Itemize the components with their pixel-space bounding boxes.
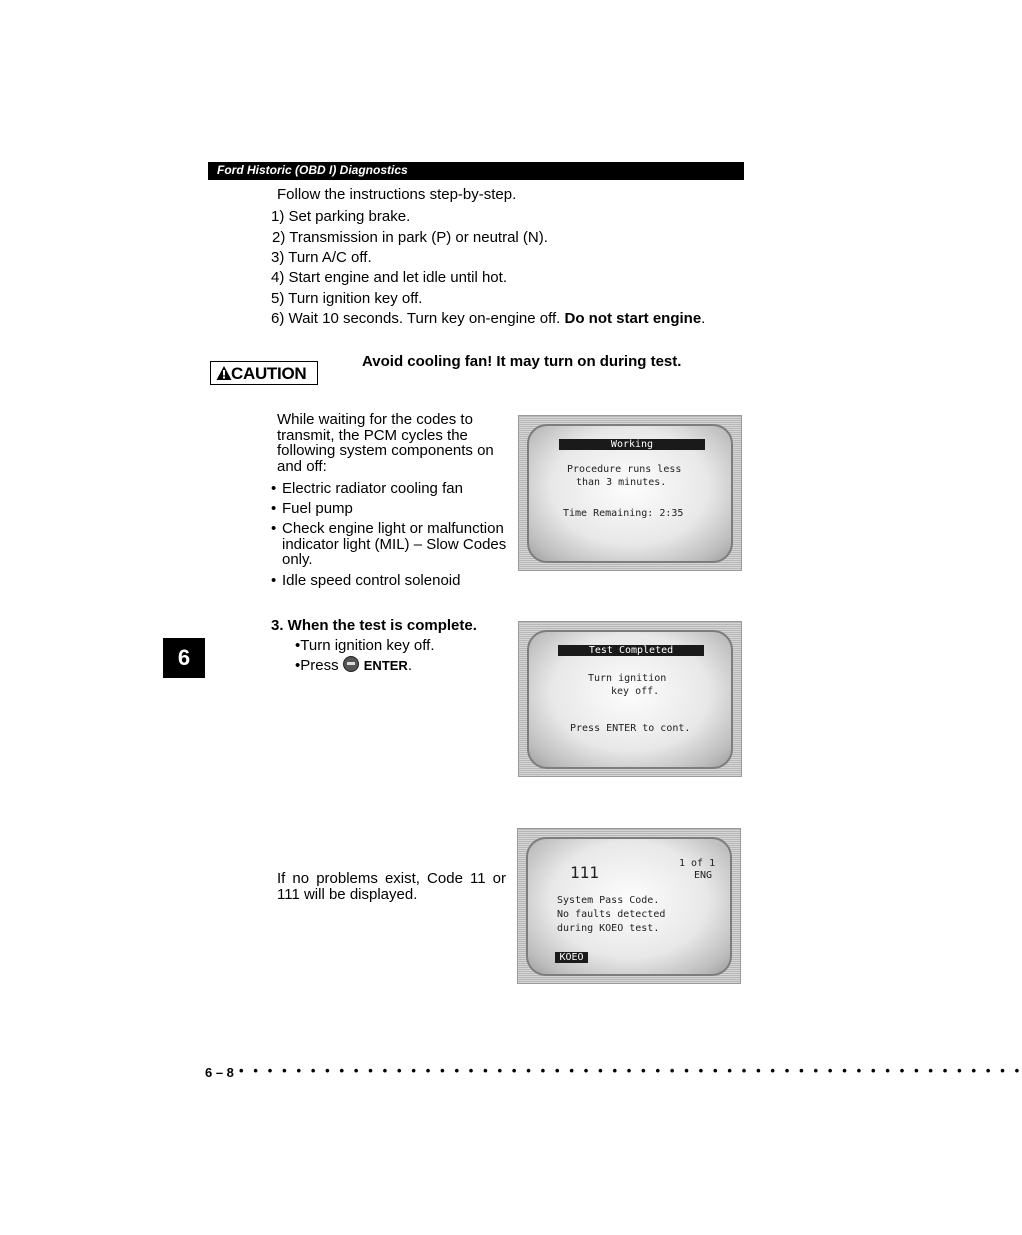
lcd-mode-badge: KOEO	[555, 952, 588, 963]
chapter-tab: 6	[163, 638, 205, 678]
step-6	[271, 310, 705, 327]
bullet-text: Idle speed control solenoid	[282, 572, 461, 589]
bullet-symbol: •	[271, 572, 277, 589]
section-header-title: Ford Historic (OBD I) Diagnostics	[217, 163, 408, 177]
enter-key-label: ENTER	[363, 658, 408, 673]
bullet-text: Electric radiator cooling fan	[282, 480, 463, 497]
lcd-line: than 3 minutes.	[576, 477, 667, 488]
bullet-text: Check engine light or malfunction indicator light (MIL) – Slow Codes only.	[282, 520, 507, 568]
step-5: 5) Turn ignition key off.	[271, 290, 423, 307]
lcd-title-bar: Working	[559, 439, 705, 450]
step-2: 2) Transmission in park (P) or neutral (N).	[272, 229, 548, 246]
step-6-end: .	[701, 310, 706, 327]
caution-label-box	[210, 361, 318, 385]
lcd-system: ENG	[694, 870, 713, 881]
lcd-line: No faults detected	[557, 909, 666, 920]
step-4: 4) Start engine and let idle until hot.	[271, 269, 507, 286]
lcd-line: System Pass Code.	[557, 895, 660, 906]
step-6-text: 6) Wait 10 seconds. Turn key on-engine off.	[271, 310, 565, 327]
lcd-display	[527, 424, 733, 563]
waiting-paragraph: While waiting for the codes to transmit, the PCM cycles the following system components on and off:	[277, 411, 494, 475]
lcd-line: Press ENTER to cont.	[570, 723, 691, 734]
page-number: 6 – 8	[205, 1065, 234, 1080]
step-3-heading: 3. When the test is complete.	[271, 617, 477, 634]
lcd-line: Time Remaining: 2:35	[563, 508, 684, 519]
bullet-item	[271, 481, 516, 497]
lcd-title-bar: Test Completed	[558, 645, 704, 656]
bullet-symbol: •	[271, 520, 277, 537]
caution-label: CAUTION	[231, 364, 307, 383]
lcd-count: 1 of 1	[679, 858, 716, 869]
bullet-symbol: •	[271, 500, 277, 517]
warning-triangle-icon	[216, 365, 232, 381]
section-header-bar	[208, 162, 744, 180]
step-3-bullet-1: •Turn ignition key off.	[295, 637, 435, 654]
scan-tool-screen-working	[518, 415, 742, 571]
step-3: 3) Turn A/C off.	[271, 249, 372, 266]
bullet-item	[271, 521, 516, 569]
caution-message: Avoid cooling fan! It may turn on during test.	[362, 353, 682, 370]
step-6-bold: Do not start engine	[564, 310, 702, 327]
lcd-line: Turn ignition	[588, 673, 667, 684]
lcd-line: during KOEO test.	[557, 923, 660, 934]
lcd-code: 111	[570, 863, 599, 882]
step-3-period: .	[407, 657, 412, 674]
lcd-display	[527, 630, 733, 769]
no-problems-paragraph: If no problems exist, Code 11 or 111 will be displayed.	[277, 870, 506, 903]
scan-tool-screen-code	[517, 828, 741, 984]
footer-dot-leader: • • • • • • • • • • • • • • • • • • • • • • • • • • • • • • • • • • • • • • • • • • • • • • • • • • • • • • •	[239, 1063, 1022, 1078]
steps-intro: Follow the instructions step-by-step.	[277, 186, 517, 203]
bullet-item	[271, 573, 516, 589]
lcd-line: key off.	[611, 686, 660, 697]
lcd-display	[526, 837, 732, 976]
step-3-bullet-2	[295, 656, 412, 674]
scan-tool-screen-completed	[518, 621, 742, 777]
bullet-symbol: •	[271, 480, 277, 497]
step-1: 1) Set parking brake.	[271, 208, 411, 225]
lcd-line: Procedure runs less	[567, 464, 682, 475]
bullet-item	[271, 501, 516, 517]
enter-key-icon	[343, 656, 359, 672]
step-3-press: •Press	[295, 657, 343, 674]
bullet-text: Fuel pump	[282, 500, 353, 517]
